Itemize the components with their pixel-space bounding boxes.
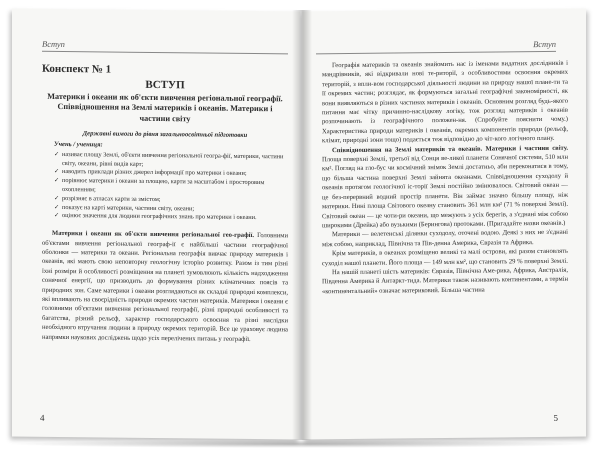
requirement-item: ✓ показує на карті материки, частини світу, океани; — [54, 203, 195, 213]
requirements-heading: Державні вимоги до рівня загальноосвітньої підготовки — [82, 130, 248, 139]
page-number-left: 4 — [40, 412, 45, 423]
requirement-item: ✓ порівнює материки і океани за площею, карти за масштабом і просторовим охопленням; — [54, 177, 265, 194]
check-icon: ✓ — [54, 177, 60, 185]
body-heading: Материки і океани як об'єкти вивчення регіональної гео-графії. — [52, 230, 254, 240]
left-page — [12, 8, 300, 439]
body-text: Головними об'єктами вивчення регіональної географ-ії є найбільші частини географічної оболонки — материки та океани. Регіональна географія вивчає природу материків і океанів, які мають свою неповторну геологічну історію розвитку. Разом із тим різні їхні розміри й особливості розміщення на планеті зумовлюють кількість надходження сонячної енергії, що призводить до формування різних кліматичних поясів та природних зон. Саме материки і океани розглядаються як складні природні комплекси, які впливають на своєрідність природи окремих частин материків. Материки і океани є головними об'єктами вивчення регіональної географії, різні природні особливості та багатства, різний рельєф, характер господарського освоєння та різні наслідки необхідного втручання людини в природу окремих територій. Все це ураховує людина напрямки наукових досліджень щодо усіх перелічених питань у географії. — [42, 232, 288, 343]
lesson-title: Материки і океани як об'єкти вивчення регіональної географії. Співвідношення на Землі материків і океанів. Материки і частини світу — [47, 91, 283, 123]
paragraph-2: Співвідношення на Землі материків та океанів. Материки і частини світу. Площа поверхні Землі, третьої від Сонця ве-ликої планети Сонячної системи, 510 млн км². Погляд на гло-бус чи космічний знімок Землі достатньо, аби переконатися в тому, що більша частина поверхні Землі зайнята океанами. Співвідношення суходолу й океанів протягом геологічної іс-торії Землі постійно змінювалося. Світовий океан — це без-перервний водний простір планети. Він займає значно більшу площу, ніж материки. Нині площа Світового океану становить 361 млн км² (71 % поверхні Землі). Світовий океан — це чоти-ри океани, що межують з усіх берегів, а з'єднані між собою широкими (Дрейка) або вузькими (Берингова) протоками. (Пригадайте назви океанів.) — [322, 144, 568, 230]
paragraph-4: Крім материків, в океанах розміщено великі та малі острови, які разом становлять суходіл нашої планети. Його площа — 149 млн км², що становить 29 % поверхні Землі. — [322, 247, 568, 267]
book-shadow — [6, 440, 592, 448]
requirement-item: ✓ називає площу Землі, об'єкти вивчення регіональної геогра-фії, материки, частини світу, океани, рівні видів карт; — [54, 150, 284, 168]
check-icon: ✓ — [54, 150, 60, 158]
requirement-item: ✓ оцінює значення для людини географічних знань про материки і океани. — [54, 212, 257, 222]
check-icon: ✓ — [54, 194, 60, 202]
requirement-item: ✓ наводить приклади різних джерел інформації про материки і океани; — [54, 168, 247, 178]
left-page-content — [42, 59, 288, 345]
header-rule-left — [42, 51, 288, 55]
student-label: Учень / учениця: — [54, 141, 103, 149]
check-icon: ✓ — [54, 212, 60, 220]
check-icon: ✓ — [54, 203, 60, 211]
running-head-left: Вступ — [42, 38, 65, 50]
paragraph-3: Материки — велетенські ділянки суходолу, оточені водою. Деякі з них не з'єднані між собою, наприклад, Північна та Пів-денна Америка, Євразія та Африка. — [322, 229, 568, 248]
paragraph-5: На нашій планеті шість материків: Євразія, Північна Аме-рика, Африка, Австралія, Південна Америка й Антаркт-тида. Материки також називають континентами, а термін «континентальний» означає материковий. Більша частина — [322, 266, 568, 296]
requirements-list — [54, 151, 288, 224]
header-rule-right — [316, 51, 556, 55]
right-page — [302, 9, 586, 440]
requirement-item: ✓ розрізняє в атласах карти за змістом; — [54, 194, 161, 203]
konspekt-heading: Конспект № 1 — [42, 62, 112, 76]
paragraph-1: Географія материків та океанів знайомить нас із іменами видатних дослідників і мандрівників, які відкривали нові те-риторії, з особливостями освоєння окремих територій, з впли-вом господарської діяльності людини на природу нашої плане-ти та її окремих частин; розглядає, як формуються загальні географічні закономірності, як вони виявляються в різних частинах материків і океанів. Основним розгляд будь-якого питання має чітку причинно-наслідкову логіку, тож розгляд материків і океанів розпочинають із географічного положен-ня. (Спробуйте пояснити чому.) Характеристика природи материків і океанів, окремих компонентів природи (рельєф, клімат, природні зони тощо) подається теж відповідно до чіт-кого логічного плану. — [322, 59, 568, 145]
check-icon: ✓ — [54, 168, 60, 176]
body-paragraph — [42, 229, 288, 344]
page-number-right: 5 — [553, 412, 558, 423]
running-head-right: Вступ — [533, 38, 556, 50]
open-book — [6, 10, 592, 450]
paragraph-2-heading: Співвідношення на Землі материків та океанів. Материки і частини світу. — [332, 144, 568, 154]
right-page-content — [322, 59, 568, 297]
section-heading: ВСТУП — [145, 79, 185, 92]
